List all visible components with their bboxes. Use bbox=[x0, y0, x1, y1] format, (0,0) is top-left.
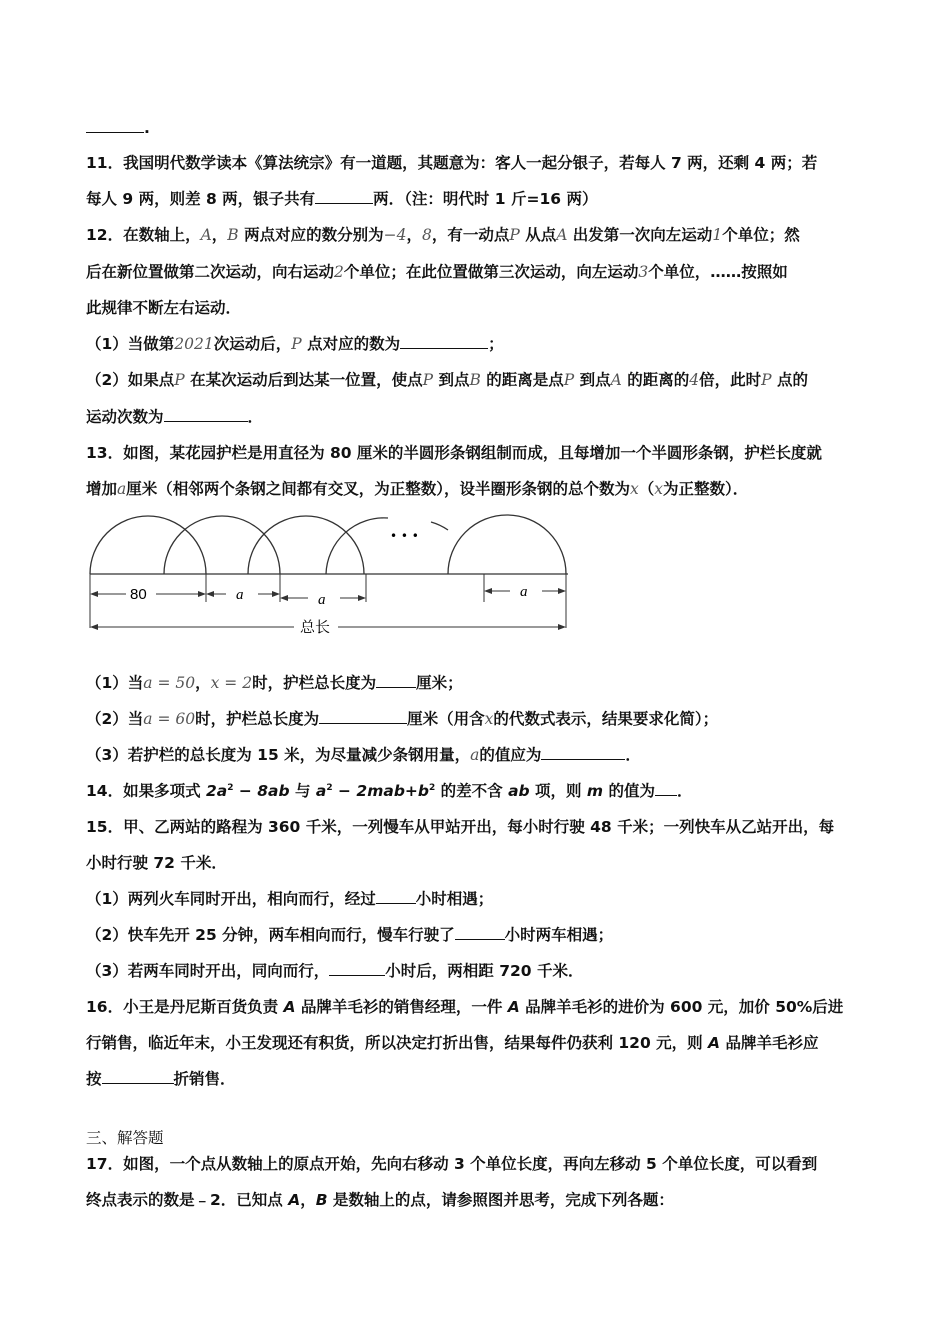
q12-sub1: （1）当做第2021次运动后，P 点对应的数为 ； bbox=[86, 335, 504, 353]
q16-line2: 行销售，临近年末，小王发现还有积货，所以决定打折出售，结果每件仍获利 120 元，则 A 品牌羊毛衫应 bbox=[86, 1034, 819, 1052]
q12-blank1 bbox=[400, 334, 488, 349]
q13-blank2 bbox=[319, 709, 407, 724]
q15-sub3: （3）若两车同时开出，同向而行， 小时后，两相距 720 千米． bbox=[86, 962, 584, 980]
q11-line2: 每人 9 两，则差 8 两，银子共有 两．（注：明代时 1 斤=16 两） bbox=[86, 190, 598, 208]
q11-line1: 11．我国明代数学读本《算法统宗》有一道题，其题意为：客人一起分银子，若每人 7 两，还剩 4 两；若 bbox=[86, 154, 818, 172]
section-heading: 三、解答题 bbox=[86, 1129, 164, 1147]
semicircle-arc bbox=[248, 516, 364, 574]
q16-line1: 16．小王是丹尼斯百货负责 A 品牌羊毛衫的销售经理，一件 A 品牌羊毛衫的进价为 600 元，加价 50%后进 bbox=[86, 998, 844, 1016]
q15-line2: 小时行驶 72 千米． bbox=[86, 854, 227, 872]
label-a: a bbox=[236, 587, 244, 603]
q13-sub1: （1）当a = 50，x = 2时，护栏总长度为 厘米； bbox=[86, 674, 463, 692]
semicircle-arc bbox=[431, 522, 448, 530]
q15-blank1 bbox=[376, 889, 416, 904]
q16-line3: 按 折销售． bbox=[86, 1070, 236, 1088]
q15-line1: 15．甲、乙两站的路程为 360 千米，一列慢车从甲站开出，每小时行驶 48 千米；一列快车从乙站开出，每 bbox=[86, 818, 835, 836]
semicircle-arc bbox=[90, 516, 206, 574]
q12-line2: 后在新位置做第二次运动，向右运动2个单位；在此位置做第三次运动，向左运动3个单位，……按照如 bbox=[86, 263, 788, 281]
q13-sub2: （2）当a = 60时，护栏总长度为 厘米（用含x的代数式表示，结果要求化简）； bbox=[86, 710, 719, 728]
q13-sub3: （3）若护栏的总长度为 15 米，为尽量减少条钢用量，a的值应为 ． bbox=[86, 746, 641, 764]
q15-blank2 bbox=[455, 925, 505, 940]
semicircle-arc bbox=[164, 516, 280, 574]
q12-blank2 bbox=[164, 407, 248, 422]
label-80: 80 bbox=[130, 586, 147, 603]
ellipsis: • • • bbox=[390, 529, 419, 543]
q15-sub1: （1）两列火车同时开出，相向而行，经过 小时相遇； bbox=[86, 890, 494, 908]
q12-line3: 此规律不断左右运动． bbox=[86, 299, 242, 317]
label-a: a bbox=[318, 592, 326, 608]
q14-blank bbox=[655, 781, 677, 796]
label-a: a bbox=[520, 584, 528, 600]
q13-line1: 13．如图，某花园护栏是用直径为 80 厘米的半圆形条钢组制而成，且每增加一个半圆形条钢，护栏长度就 bbox=[86, 444, 822, 462]
q12-sub2: （2）如果点P 在某次运动后到达某一位置，使点P 到点B 的距离是点P 到点A 的距离的4倍，此时P 点的 bbox=[86, 371, 808, 389]
q17-line1: 17．如图，一个点从数轴上的原点开始，先向右移动 3 个单位长度，再向左移动 5 个单位长度，可以看到 bbox=[86, 1155, 818, 1173]
q15-blank3 bbox=[329, 961, 385, 976]
q16-blank bbox=[102, 1069, 174, 1084]
fence-figure bbox=[86, 510, 576, 635]
q14-line: 14．如果多项式 $2a^2 - 8ab$ 与 $a^2 - 2mab+b^2$ 的差不含 ab 项，则 m 的值为 ． bbox=[86, 782, 693, 800]
q13-blank1 bbox=[376, 673, 416, 688]
q13-blank3 bbox=[541, 745, 625, 760]
q13-line2: 增加a厘米（相邻两个条钢之间都有交叉，为正整数），设半圈形条钢的总个数为x（x为正整数）． bbox=[86, 480, 749, 498]
q12-sub2-cont: 运动次数为 ． bbox=[86, 408, 264, 426]
semicircle-arc bbox=[448, 515, 566, 574]
q17-line2: 终点表示的数是﹣2．已知点 A，B 是数轴上的点，请参照图并思考，完成下列各题： bbox=[86, 1191, 674, 1209]
q15-sub2: （2）快车先开 25 分钟，两车相向而行，慢车行驶了 小时两车相遇； bbox=[86, 926, 614, 944]
q12-line1: 12．在数轴上，A，B 两点对应的数分别为−4，8，有一动点P 从点A 出发第一次向左运动1个单位；然 bbox=[86, 226, 800, 244]
label-total: 总长 bbox=[300, 618, 331, 635]
q10-answer-blank: . bbox=[86, 117, 150, 139]
q11-blank bbox=[315, 189, 373, 204]
